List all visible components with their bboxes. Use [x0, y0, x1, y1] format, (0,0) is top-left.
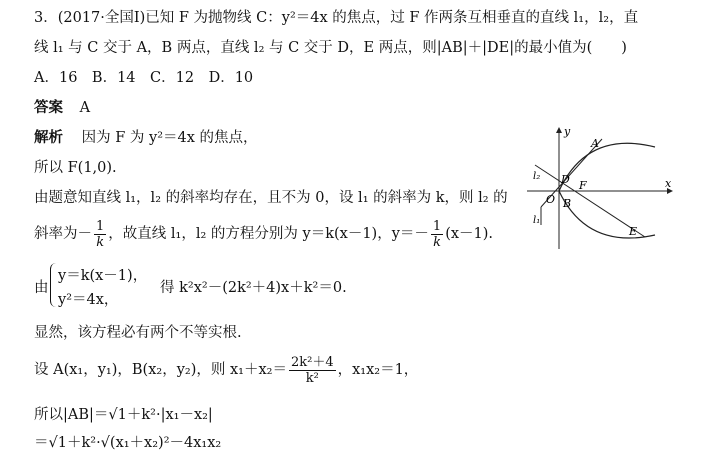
solution-label: 解析	[34, 130, 63, 146]
label-B: B	[563, 197, 572, 210]
problem-line-1: 3．(2017·全国Ⅰ)已知 F 为抛物线 C：y²＝4x 的焦点，过 F 作两条互相垂直的直线 l₁，l₂，直	[34, 10, 639, 26]
label-D: D	[561, 173, 570, 186]
parabola-figure	[527, 125, 677, 250]
step-4-text-a: 斜率为－	[34, 226, 92, 242]
solution-step-7	[34, 352, 418, 388]
solution-step-9: ＝√1＋k²·√(x₁＋x₂)²－4x₁x₂	[34, 435, 222, 451]
fraction-2	[431, 219, 443, 250]
fraction-1	[94, 219, 106, 250]
step-7-text-b: ，x₁x₂＝1，	[337, 362, 419, 378]
system-brace	[50, 263, 57, 307]
problem-line-2: 线 l₁ 与 C 交于 A，B 两点，直线 l₂ 与 C 交于 D，E 两点，则|AB|＋|DE|的最小值为( )	[34, 40, 627, 56]
y-axis-arrow	[556, 127, 562, 133]
label-x: x	[665, 177, 672, 190]
system-eq-1: y＝k(x－1)，	[58, 268, 148, 284]
fraction-3	[289, 355, 336, 386]
label-E: E	[629, 225, 638, 238]
fraction-1-den: k	[96, 234, 105, 250]
answer-value: A	[79, 100, 91, 116]
label-O: O	[546, 193, 556, 206]
solution-step-6: 显然，该方程必有两个不等实根.	[34, 325, 242, 341]
answer-label: 答案	[34, 100, 63, 116]
fraction-1-num: 1	[96, 218, 105, 234]
solution-row-1	[34, 128, 258, 148]
system-eq-2: y²＝4x，	[58, 292, 119, 308]
solution-step-8: 所以|AB|＝√1＋k²·|x₁－x₂|	[34, 407, 213, 423]
problem-options: A．16 B．14 C．12 D．10	[34, 70, 254, 86]
system-prefix: 由	[34, 280, 49, 296]
label-A: A	[591, 137, 599, 150]
fraction-3-num: 2k²＋4	[290, 354, 334, 370]
label-l2: l₂	[533, 171, 541, 182]
solution-step-1: 因为 F 为 y²＝4x 的焦点，	[81, 130, 258, 146]
fraction-3-den: k²	[305, 370, 319, 386]
solution-step-2: 所以 F(1,0).	[34, 160, 117, 176]
solution-step-3: 由题意知直线 l₁，l₂ 的斜率均存在，且不为 0，设 l₁ 的斜率为 k，则 l₂ 的	[34, 190, 508, 206]
step-4-text-b: ，故直线 l₁，l₂ 的方程分别为 y＝k(x－1)，y＝－	[108, 226, 429, 242]
label-F: F	[579, 179, 587, 192]
fraction-2-num: 1	[432, 218, 442, 234]
system-result: 得 k²x²－(2k²＋4)x＋k²＝0.	[160, 280, 347, 296]
step-4-text-c: (x－1).	[445, 226, 494, 242]
solution-step-4	[34, 217, 493, 251]
label-l1: l₁	[533, 215, 541, 226]
label-y: y	[564, 125, 571, 138]
fraction-2-den: k	[433, 234, 441, 250]
answer-row	[34, 98, 90, 118]
step-7-text-a: 设 A(x₁，y₁)，B(x₂，y₂)，则 x₁＋x₂＝	[34, 362, 287, 378]
